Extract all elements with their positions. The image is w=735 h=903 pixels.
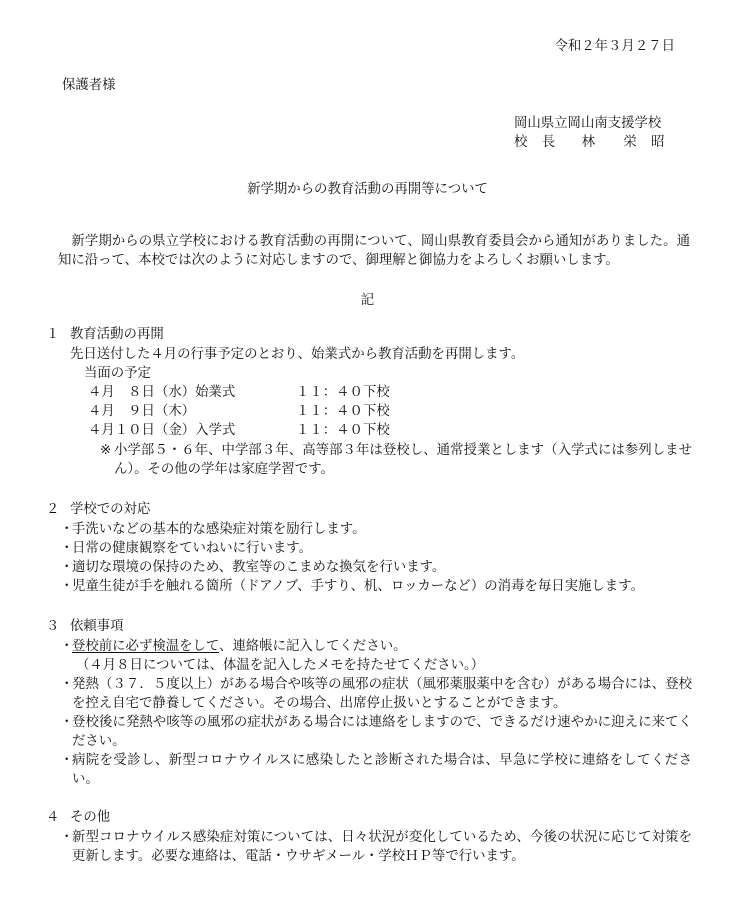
section2-heading [46,500,150,519]
list-item-subtext: （４月８日については、体温を記入したメモを持たせてください。） [76,658,485,673]
list-item [60,577,692,596]
list-item [60,558,692,577]
section3-title: 依頼事項 [70,619,124,634]
list-item-text: 登校後に発熱や咳等の風邪の症状がある場合には連絡をしますので、できるだけ速やかに迎えに来てください。 [72,715,692,749]
school-name: 岡山県立岡山南支援学校 [514,116,662,131]
schedule-row [88,402,390,421]
schedule-note [100,441,692,479]
intro-text: 新学期からの県立学校における教育活動の再開について、岡山県教育委員会から通知がありました。通知に沿って、本校では次のように対応しますので、御理解と御協力をよろしくお願いします。 [58,234,690,268]
list-item [60,539,692,558]
list-item-text: 発熱（３７．５度以上）がある場合や咳等の風邪の症状（風邪薬服薬中を含む）がある場合には、登校を控え自宅で静養してください。その場合、出席停止扱いとすることができます。 [72,677,692,711]
schedule-time: １１：４０下校 [296,385,390,400]
document-title: 新学期からの教育活動の再開等について [247,182,488,197]
list-item-text: 児童生徒が手を触れる箇所（ドアノブ、手すり、机、ロッカーなど）の消毒を毎日実施します。 [72,579,644,594]
list-item [60,675,692,713]
section3-list [60,637,692,789]
section2-number: ２ [46,502,60,517]
principal-name: 林 栄 昭 [581,135,666,150]
section3-heading [46,617,124,636]
schedule-row [88,421,390,440]
section3-number: ３ [46,619,60,634]
section2-list [60,520,692,596]
bullet-mark: ・ [60,639,74,654]
underlined-text: 登校前に必ず検温をして [72,639,220,654]
schedule-date: ４月 ９日（木） [88,404,196,419]
bullet-mark: ・ [60,522,74,537]
principal-signature [514,133,665,152]
bullet-mark: ・ [60,715,74,730]
section4-number: ４ [46,810,60,825]
schedule-date: ４月１０日（金）入学式 [88,423,236,438]
note-mark: ※ [100,443,112,458]
intro-paragraph [58,232,690,270]
list-item [60,751,692,789]
section2-title: 学校での対応 [70,502,151,517]
bullet-mark: ・ [60,541,74,556]
section4-title: その他 [70,810,111,825]
bullet-mark: ・ [60,830,74,845]
list-item-text-rest: 、連絡帳に記入してください。 [219,639,407,654]
list-item-text: 手洗いなどの基本的な感染症対策を励行します。 [72,522,366,537]
schedule-time: １１：４０下校 [296,404,390,419]
section1-lead: 先日送付した４月の行事予定のとおり、始業式から教育活動を再開します。 [70,347,525,362]
list-item [60,713,692,751]
list-item-sub [60,656,692,675]
list-item-text [72,637,692,656]
list-item-text: 適切な環境の保持のため、教室等のこまめな換気を行います。 [72,560,446,575]
ki-marker: 記 [360,293,375,308]
list-item [60,637,692,656]
schedule-time: １１：４０下校 [296,423,390,438]
list-item-text: 病院を受診し、新型コロナウイルスに感染したと診断された場合は、早急に学校に連絡をしてください。 [72,753,692,787]
list-item-text: 新型コロナウイルス感染症対策については、日々状況が変化しているため、今後の状況に応じて対策を更新します。必要な連絡は、電話・ウサギメール・学校ＨＰ等で行います。 [72,830,692,864]
schedule-row [88,383,390,402]
recipient: 保護者様 [62,78,116,93]
section4-list [60,828,692,866]
section4-heading [46,808,110,827]
schedule-list [88,383,390,440]
bullet-mark: ・ [60,579,74,594]
list-item [60,520,692,539]
bullet-mark: ・ [60,677,74,692]
bullet-mark: ・ [60,753,74,768]
bullet-mark: ・ [60,560,74,575]
schedule-date: ４月 ８日（水）始業式 [88,385,236,400]
note-text: 小学部５・６年、中学部３年、高等部３年は登校し、通常授業とします（入学式には参列しません）。その他の学年は家庭学習です。 [114,443,692,477]
document-date: 令和２年３月２７日 [554,39,675,54]
list-item [60,828,692,866]
list-item-text: 日常の健康観察をていねいに行います。 [72,541,312,556]
section1-number: １ [46,327,60,342]
section1-title: 教育活動の再開 [70,327,164,342]
section1-heading [46,325,164,344]
schedule-label: 当面の予定 [84,366,151,381]
principal-title: 校 長 [514,135,556,150]
